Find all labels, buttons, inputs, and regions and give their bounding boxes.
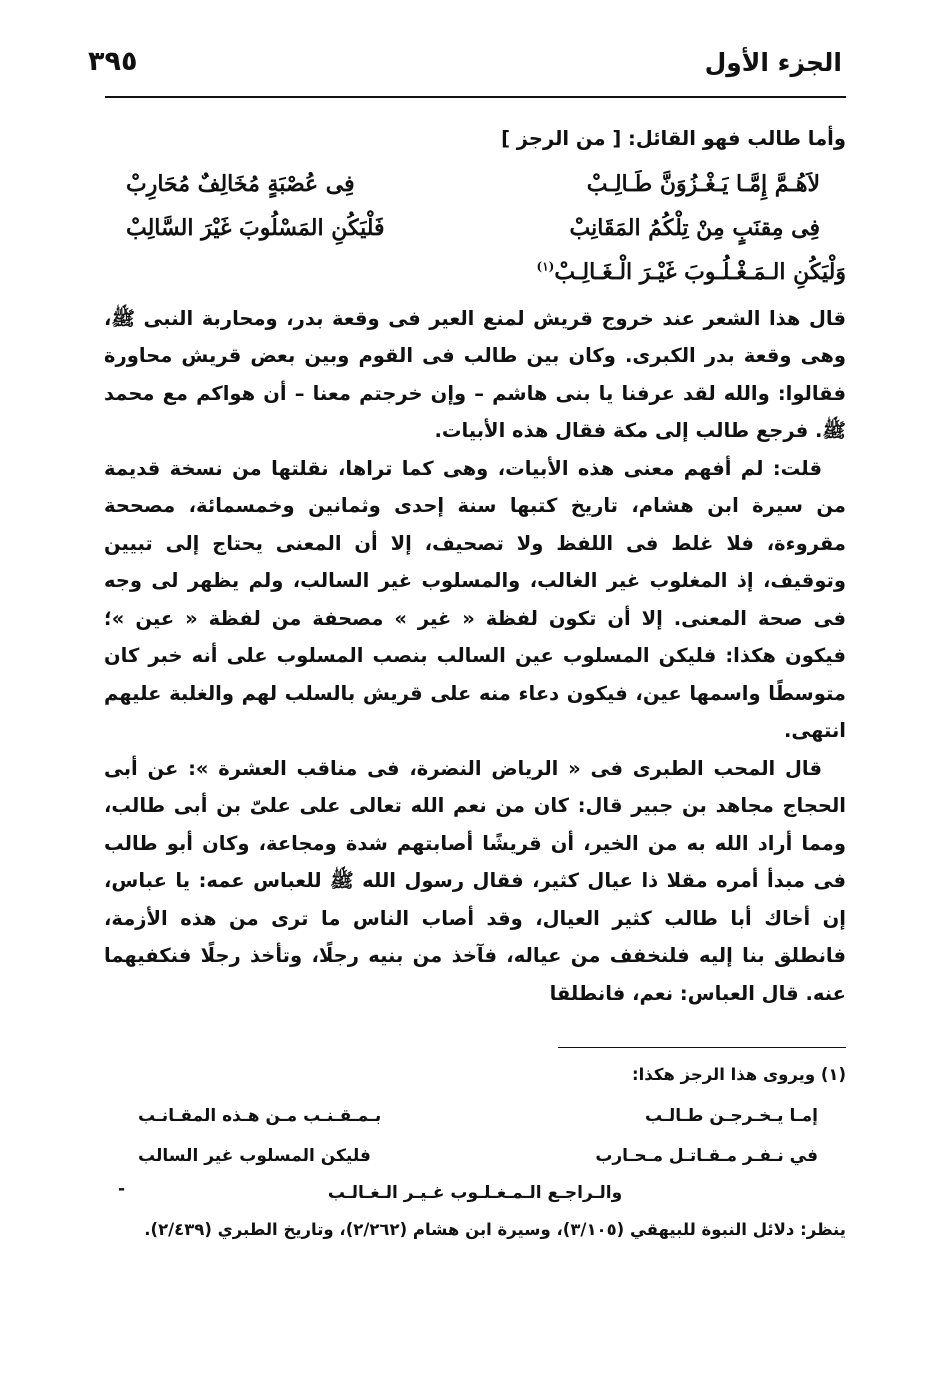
footnote-1-intro: (١) ويروى هذا الرجز هكذا: (632, 1065, 846, 1084)
verse-3-text: وَلْيَكُنِ الـمَـغْـلُـوبَ غَيْـرَ الْـغَـالِـبْ (554, 258, 846, 285)
verse-1-second-hemistich: فِى عُصْبَةٍ مُخَالِفٌ مُحَارِبْ (126, 170, 355, 197)
footnote-sources: ينظر: دلائل النبوة للبيهقي (٣/١٠٥)، وسيرة ابن هشام (٢/٢٦٢)، وتاريخ الطبري (٢/٤٣٩). (144, 1220, 846, 1239)
footnote-marker[interactable]: (١) (536, 259, 555, 274)
footnote-divider (558, 1047, 846, 1048)
footnote-verse-1-second: بـمـقـنـب مـن هـذه المقـانـب (138, 1106, 382, 1126)
footnotes (104, 1060, 846, 1244)
main-text (104, 120, 846, 1012)
page-number: ٣٩٥ (88, 46, 138, 77)
header-divider (105, 96, 846, 98)
poem-verse-3 (104, 250, 846, 294)
footnote-verse-2 (104, 1136, 846, 1176)
footnote-dash: - (118, 1179, 126, 1199)
footnote-verse-2-second: فليكن المسلوب غير السالب (138, 1146, 371, 1166)
footnote-poem (104, 1096, 846, 1210)
verse-2-second-hemistich: فَلْيَكُنِ المَسْلُوبَ غَيْرَ السَّالِبْ (126, 214, 385, 241)
footnote-verse-1-first: إمـا يـخـرجـن طـالـب (645, 1106, 818, 1126)
running-header-title: الجزء الأول (704, 48, 842, 77)
footnote-verse-3-text: والـراجـع الـمـغـلـوب غـيـر الـغـالـب (327, 1183, 623, 1203)
footnote-verse-1 (104, 1096, 846, 1136)
paragraph-3: قال المحب الطبرى فى « الرياض النضرة، فى مناقب العشرة »: عن أبى الحجاج مجاهد بن جبير قال: كان من نعم الله تعالى على علىّ بن أبى طالب، ومما أراد الله به من الخير، أن قريشًا أصابتهم شدة ومجاعة، وكان أبو طالب فى مبدأ أمره مقلا ذا عيال كثير، فقال رسول الله ﷺ للعباس عمه: يا عباس، إن أخاك أبا طالب كثير العيال، وقد أصاب الناس ما ترى من هذه الأزمة، فانطلق بنا إليه فلنخفف من عياله، فآخذ من بنيه رجلًا، وتأخذ رجلًا فنكفيهما عنه. قال العباس: نعم، فانطلقا (104, 756, 846, 1005)
paragraph-2: قلت: لم أفهم معنى هذه الأبيات، وهى كما تراها، نقلتها من نسخة قديمة من سيرة ابن هشام، تاريخ كتبها سنة إحدى وثمانين وخمسمائة، مصححة مقروءة، فلا غلط فى اللفظ ولا تصحيف، إلا أن المعنى يحتاج إلى تبيين وتوقيف، إذ المغلوب غير الغالب، والمسلوب غير السالب، ولم يظهر لى وجه فى صحة المعنى. إلا أن تكون لفظة « غير » مصحفة من لفظة « عين »؛ فيكون هكذا: فليكن المسلوب عين السالب بنصب المسلوب على أنه خبر كان متوسطًا واسمها عين، فيكون دعاء منه على قريش بالسلب لهم والغلبة عليهم انتهى. (104, 456, 846, 742)
footnote-verse-2-first: في نـفـر مـقـاتـل مـحـارب (595, 1146, 818, 1166)
poem-intro-line: وأما طالب فهو القائل: [ من الرجز ] (501, 127, 846, 150)
paragraph-1: قال هذا الشعر عند خروج قريش لمنع العير فى وقعة بدر، ومحاربة النبى ﷺ، وهى وقعة بدر الكبرى. وكان بين طالب فى القوم وبين بعض قريش محاورة فقالوا: والله لقد عرفنا يا بنى هاشم – وإن خرجتم معنا – أن هواكم مع محمد ﷺ. فرجع طالب إلى مكة فقال هذه الأبيات. (104, 306, 846, 442)
footnote-verse-3 (104, 1176, 846, 1210)
poem-block (104, 162, 846, 294)
poem-verse-2 (104, 206, 846, 250)
verse-2-first-hemistich: فِى مِقنَبٍ مِنْ تِلْكُمُ المَقَانِبْ (569, 214, 820, 241)
verse-1-first-hemistich: لاَهُـمَّ إِمَّـا يَـغْـزُوَنَّ طَـالِـبْ (586, 170, 820, 197)
poem-verse-1 (104, 162, 846, 206)
